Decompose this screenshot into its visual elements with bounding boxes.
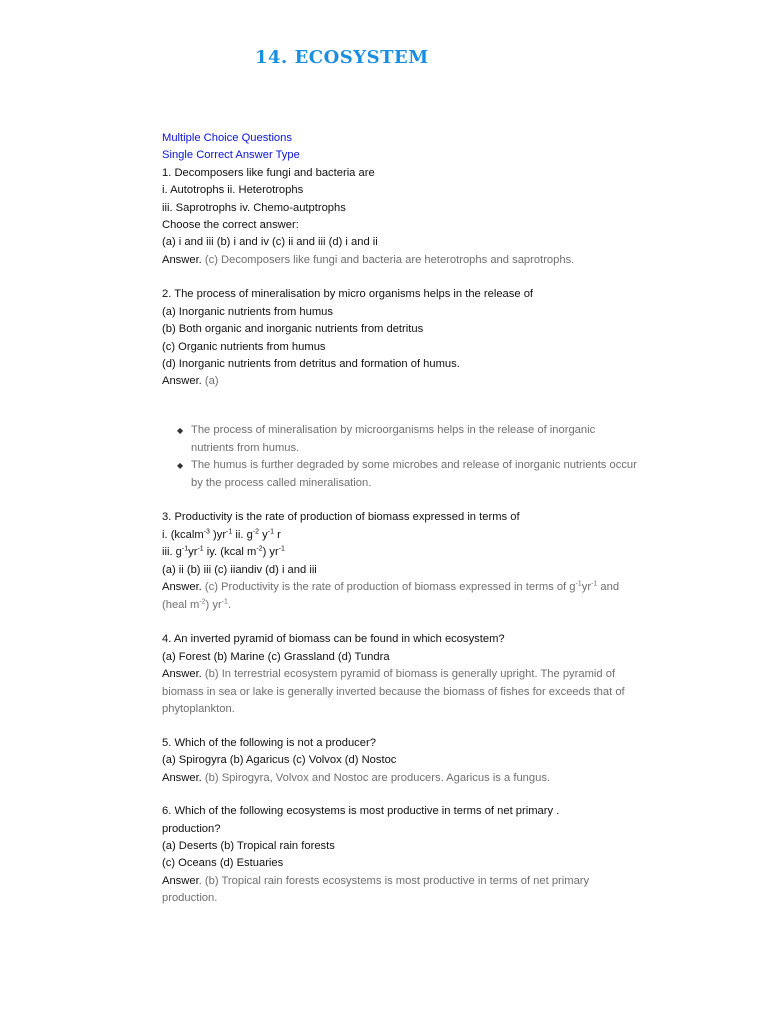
question-option: (b) Both organic and inorganic nutrients from detritus (162, 323, 424, 336)
question-2 (162, 286, 637, 492)
question-text: 2. The process of mineralisation by micro organisms helps in the release of (162, 288, 534, 301)
question-text: 5. Which of the following is not a producer? (162, 736, 376, 749)
question-instruction: Choose the correct answer: (162, 219, 299, 232)
page-title: 14. ECOSYSTEM (255, 47, 429, 68)
question-option: (d) Inorganic nutrients from detritus and formation of humus. (162, 358, 460, 371)
question-4 (162, 631, 637, 719)
question-choices: (a) ii (b) iii (c) iiandiv (d) i and iii (162, 563, 317, 576)
answer (162, 666, 637, 719)
answer-text: (a) (204, 375, 219, 388)
answer-label: Answer. (162, 668, 202, 681)
diamond-bullet-icon: ◆ (177, 461, 184, 471)
list-item: ◆ The humus is further degraded by some microbes and release of inorganic nutrients occur by the process called mineralisation. (177, 459, 637, 489)
question-1 (162, 165, 637, 270)
question-text: 3. Productivity is the rate of production of biomass expressed in terms of (162, 511, 520, 524)
question-option: iii. Saprotrophs iv. Chemo-autptrophs (162, 201, 346, 214)
question-option: i. Autotrophs ii. Heterotrophs (162, 184, 304, 197)
question-option: i. (kcalm$^{-3}$ )$yr^{-1}$ ii. $g^{-2}$ $y^{-1}$ r (162, 528, 281, 541)
answer-label: Answer. (162, 253, 202, 266)
section-subheading: Single Correct Answer Type (162, 149, 300, 162)
question-5 (162, 735, 637, 787)
answer-label: Answer. (162, 375, 202, 388)
diamond-bullet-icon: ◆ (177, 426, 184, 436)
question-choices: (c) Oceans (d) Estuaries (162, 857, 284, 870)
answer (162, 252, 637, 270)
question-option: (a) Inorganic nutrients from humus (162, 305, 333, 318)
answer-text: (c) Decomposers like fungi and bacteria are heterotrophs and saprotrophs. (204, 253, 575, 266)
list-item: ◆ The process of mineralisation by microorganisms helps in the release of inorganic nutrients from humus. (177, 424, 596, 454)
question-text: production? (162, 822, 221, 835)
question-text: 4. An inverted pyramid of biomass can be found in which ecosystem? (162, 633, 505, 646)
document-content (162, 130, 637, 908)
answer (162, 770, 637, 788)
question-option: iii. $g^{-1}yr^{-1}$ iy. (kcal $m^{-2}$) $yr^{-1}$ (162, 545, 285, 559)
section-heading: Multiple Choice Questions (162, 132, 292, 144)
answer-label: Answer. (162, 581, 202, 594)
answer (162, 873, 637, 908)
question-3 (162, 509, 637, 614)
answer-text: (b) In terrestrial ecosystem pyramid of biomass is generally upright. The pyramid of biomass in sea or lake is generally inverted because the biomass of fishes for exceeds that of phytoplankton. (162, 668, 625, 716)
answer-text: . (b) Tropical rain forests ecosystems is most productive in terms of net primary production. (162, 874, 590, 905)
question-choices: (a) i and iii (b) i and iv (c) ii and iii (d) i and ii (162, 236, 378, 249)
question-option: (c) Organic nutrients from humus (162, 340, 326, 353)
answer-text: (b) Spirogyra, Volvox and Nostoc are producers. Agaricus is a fungus. (204, 771, 551, 784)
question-choices: (a) Deserts (b) Tropical rain forests (162, 840, 335, 853)
question-text: 6. Which of the following ecosystems is most productive in terms of net primary . (162, 805, 560, 818)
answer-label: Answer (162, 874, 199, 887)
question-text: 1. Decomposers like fungi and bacteria are (162, 166, 375, 179)
question-6 (162, 803, 637, 908)
question-choices: (a) Forest (b) Marine (c) Grassland (d) Tundra (162, 650, 390, 663)
question-choices: (a) Spirogyra (b) Agaricus (c) Volvox (d) Nostoc (162, 754, 397, 767)
answer-text: (c) Productivity is the rate of production of biomass expressed in terms of $g^{-1}yr^{-1}$ and (heal $m^{-2}$) $yr^{-1}$. (162, 580, 620, 611)
answer (162, 579, 637, 614)
answer (162, 373, 637, 391)
answer-label: Answer. (162, 771, 202, 784)
explanation-list (162, 422, 637, 492)
